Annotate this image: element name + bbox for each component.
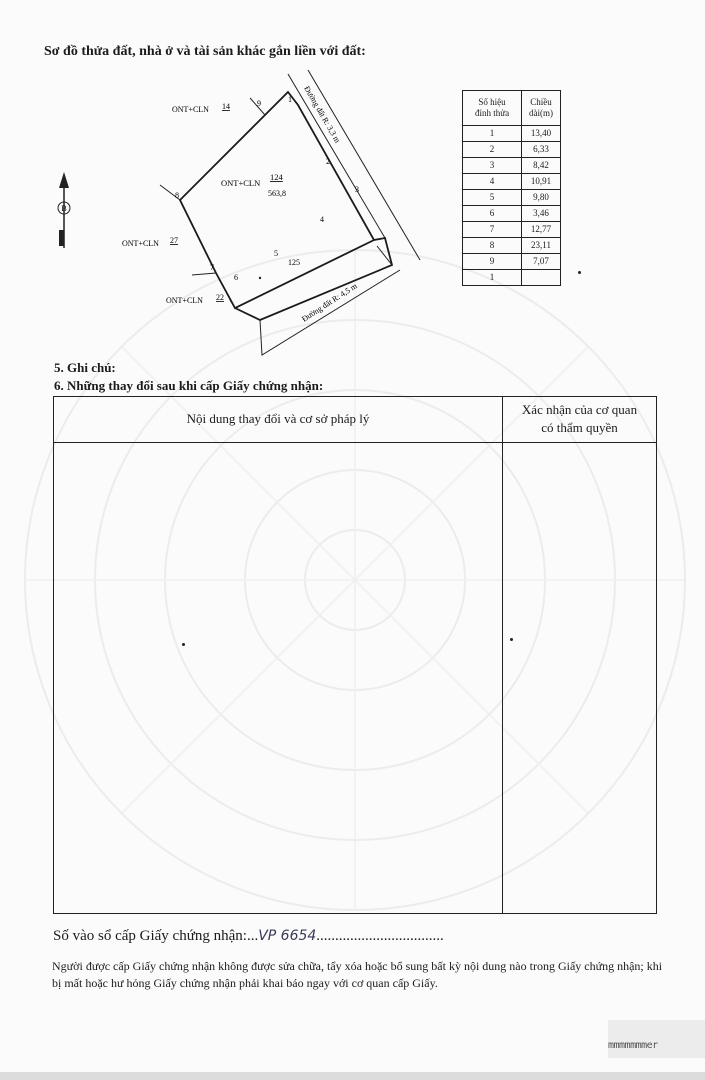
col-vertex-header: Số hiệu đỉnh thửa (463, 91, 522, 126)
table-row: 8 23,11 (463, 238, 561, 254)
footer-note: Người được cấp Giấy chứng nhận không được sửa chữa, tẩy xóa hoặc bổ sung bất kỳ nội dung nào trong Giấy chứng nhận; khi bị mất hoặc hư hỏng Giấy chứng nhận phải khai báo ngay với cơ quan cấp Giấy. (52, 959, 663, 990)
changes-label: 6. Những thay đổi sau khi cấp Giấy chứng nhận: (54, 378, 324, 393)
section-title: Sơ đồ thửa đất, nhà ở và tài sản khác gắn liền với đất: (44, 44, 366, 59)
table-row: 7 12,77 (463, 222, 561, 238)
parcel-code: ONT+CLN (221, 178, 261, 188)
table-row: 2 6,33 (463, 142, 561, 158)
road-1-label: Đường đất R: 3,3 m (302, 84, 343, 145)
road-2-label: Đường đất R: 4,5 m (300, 281, 359, 324)
registration-number-label: Số vào sổ cấp Giấy chứng nhận: (53, 928, 247, 944)
svg-text:1: 1 (288, 95, 292, 104)
svg-text:5: 5 (274, 249, 278, 258)
scanner-watermark: mmmmmmmer (608, 1020, 705, 1058)
neighbor-14-code: ONT+CLN (172, 105, 209, 114)
svg-text:9: 9 (257, 99, 261, 108)
table-row: 1 (463, 270, 561, 286)
changes-col-confirm-header: Xác nhận của cơ quan có thẩm quyền (521, 402, 638, 435)
svg-text:7: 7 (210, 263, 214, 272)
table-row: 9 7,07 (463, 254, 561, 270)
neighbor-14-number: 14 (222, 102, 230, 111)
registration-number-line: Số vào sổ cấp Giấy chứng nhận:...VP 6654.................................. (53, 928, 444, 944)
table-row: 5 9,80 (463, 190, 561, 206)
neighbor-22-code: ONT+CLN (166, 296, 203, 305)
changes-col-content-header: Nội dung thay đổi và cơ sở pháp lý (186, 411, 370, 426)
neighbor-22-number: 22 (216, 293, 224, 302)
bottom-edge (0, 1072, 705, 1080)
neighbor-125-number: 125 (288, 258, 300, 267)
registration-number-value: VP 6654 (258, 928, 317, 944)
north-arrow-icon (58, 172, 70, 248)
notes-label: 5. Ghi chú: (54, 360, 116, 375)
table-row: 4 10,91 (463, 174, 561, 190)
svg-text:3: 3 (355, 185, 359, 194)
parcel-area: 563,8 (268, 189, 286, 198)
parcel-map (40, 60, 460, 360)
neighbor-27-number: 27 (170, 236, 178, 245)
parcel-124-outline (180, 92, 374, 308)
svg-text:6: 6 (234, 273, 238, 282)
svg-text:4: 4 (320, 215, 324, 224)
north-label: B (61, 204, 67, 213)
neighbor-27-code: ONT+CLN (122, 239, 159, 248)
table-row: 1 13,40 (463, 126, 561, 142)
parcel-number: 124 (270, 172, 283, 182)
vertex-length-table (462, 90, 561, 286)
col-length-header: Chiều dài(m) (522, 91, 561, 126)
table-row: 3 8,42 (463, 158, 561, 174)
table-row: 6 3,46 (463, 206, 561, 222)
changes-table (53, 396, 657, 914)
svg-text:2: 2 (326, 157, 330, 166)
svg-text:8: 8 (175, 191, 179, 200)
